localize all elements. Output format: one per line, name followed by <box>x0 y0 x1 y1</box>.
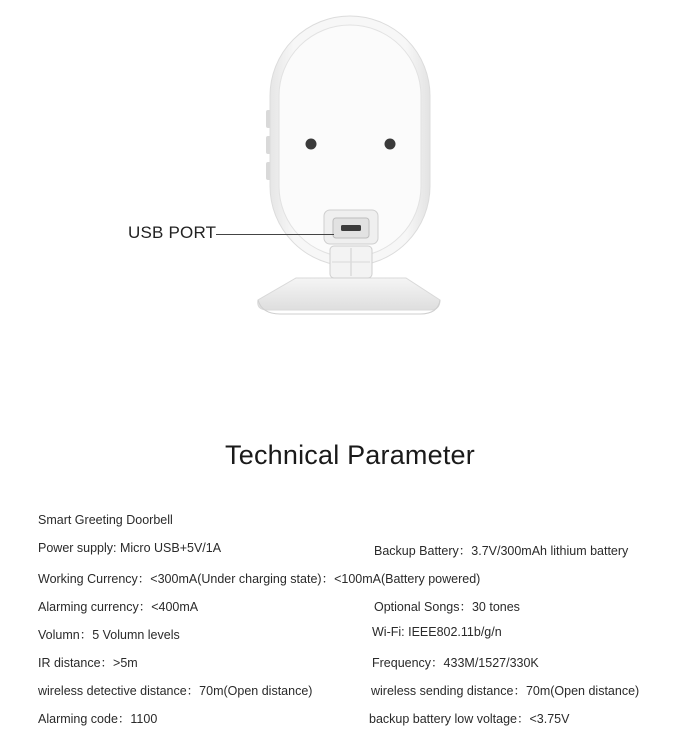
spec-left: Volumn：5 Volumn levels <box>38 628 180 642</box>
stand-hinge <box>330 246 372 278</box>
stand-base <box>258 278 440 314</box>
spec-row <box>38 541 678 569</box>
usb-port <box>324 210 378 244</box>
spec-row <box>38 709 678 737</box>
callout-line <box>216 234 334 235</box>
spec-left: IR distance：>5m <box>38 656 138 670</box>
spec-heading: Smart Greeting Doorbell <box>38 513 173 527</box>
spec-right: Frequency：433M/1527/330K <box>372 656 539 670</box>
spec-right: Optional Songs：30 tones <box>374 600 520 614</box>
spec-right: wireless sending distance：70m(Open distance) <box>371 684 640 698</box>
screw-hole-right <box>385 139 396 150</box>
section-title: Technical Parameter <box>225 440 475 470</box>
spec-right: backup battery low voltage：<3.75V <box>369 712 570 726</box>
doorbell-illustration <box>0 0 700 330</box>
spec-row <box>38 625 678 653</box>
usb-port-label: USB PORT <box>128 223 217 242</box>
spec-left: Alarming code：1100 <box>38 712 158 726</box>
spec-left: Power supply: Micro USB+5V/1A <box>38 541 222 555</box>
spec-heading-row <box>38 513 678 541</box>
spec-row <box>38 569 678 597</box>
product-photo <box>0 0 700 330</box>
spec-list <box>38 513 678 737</box>
spec-row <box>38 597 678 625</box>
spec-row <box>38 653 678 681</box>
spec-left: Working Currency：<300mA(Under charging state)：<100mA(Battery powered) <box>38 572 481 586</box>
spec-right: Backup Battery：3.7V/300mAh lithium battery <box>374 544 629 558</box>
spec-left: wireless detective distance：70m(Open distance) <box>38 684 313 698</box>
screw-hole-left <box>306 139 317 150</box>
spec-left: Alarming currency：<400mA <box>38 600 199 614</box>
spec-row <box>38 681 678 709</box>
spec-right: Wi-Fi: IEEE802.11b/g/n <box>372 625 502 639</box>
